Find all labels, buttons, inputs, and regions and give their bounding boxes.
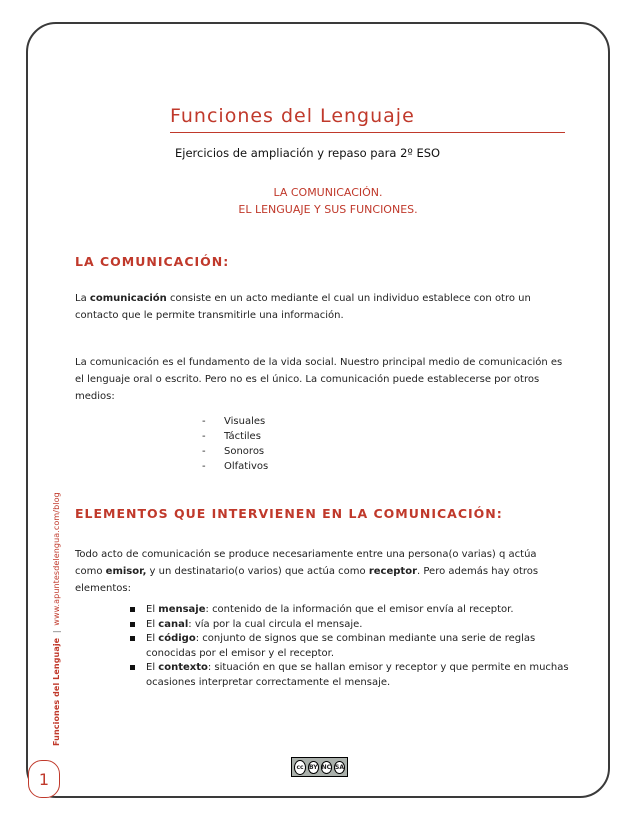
- square-bullet-icon: [130, 622, 135, 627]
- list-item: [202, 429, 268, 444]
- by-icon: BY: [308, 761, 319, 774]
- term-description: : conjunto de signos que se combinan mediante una serie de reglas conocidas por el emisor y el receptor.: [146, 633, 536, 659]
- section-title-elementos: ELEMENTOS QUE INTERVIENEN EN LA COMUNICACIÓN:: [75, 506, 503, 521]
- text-fragment: consiste en un acto mediante el cual un individuo establece con otro un contacto que le permite transmitirle una información.: [75, 293, 531, 321]
- sidebar-separator: |: [52, 630, 61, 634]
- term-codigo: código: [158, 633, 196, 644]
- page-title: Funciones del Lenguaje: [170, 105, 415, 127]
- page-subtitle: Ejercicios de ampliación y repaso para 2º ESO: [175, 146, 441, 160]
- sidebar-brand-text: [52, 466, 61, 746]
- term-emisor: emisor,: [105, 566, 147, 577]
- list-item: [202, 444, 268, 459]
- text-fragment: El: [146, 633, 159, 644]
- text-fragment: . Pero además hay otros elementos:: [75, 566, 539, 594]
- list-item: [130, 632, 570, 661]
- list-item: [130, 603, 570, 618]
- term-description: : contenido de la información que el emisor envía al receptor.: [205, 604, 514, 615]
- page-number: 1: [28, 760, 60, 798]
- paragraph-elements-intro: [75, 546, 565, 597]
- text-fragment: El: [146, 618, 159, 630]
- term-receptor: receptor: [368, 566, 418, 577]
- title-divider: [170, 132, 565, 133]
- media-list: [202, 414, 268, 474]
- sidebar-brand: Funciones del Lenguaje: [52, 637, 61, 746]
- term-contexto: contexto: [158, 662, 208, 673]
- dash-marker: -: [202, 446, 206, 457]
- list-item: [202, 414, 268, 429]
- term-canal: canal: [158, 618, 189, 630]
- list-item: [130, 618, 570, 633]
- paragraph-social: La comunicación es el fundamento de la vida social. Nuestro principal medio de comunicación es el lenguaje oral o escrito. Pero no es el único. La comunicación puede establecerse por otros medios:: [75, 357, 563, 402]
- center-heading-1: LA COMUNICACIÓN.: [273, 186, 383, 199]
- square-bullet-icon: [130, 607, 135, 612]
- list-item-label: Sonoros: [224, 446, 265, 457]
- dash-marker: -: [202, 431, 206, 442]
- text-fragment: El: [146, 604, 159, 615]
- term-description: : situación en que se hallan emisor y receptor y que permite en muchas ocasiones interpretar correctamente el mensaje.: [146, 662, 569, 688]
- text-fragment: Todo acto de comunicación se produce necesariamente entre una persona(o varias) q actúa como: [75, 549, 537, 577]
- text-fragment: y un destinatario(o varios) que actúa como: [146, 566, 369, 577]
- dash-marker: -: [202, 416, 206, 427]
- center-heading-2: EL LENGUAJE Y SUS FUNCIONES.: [238, 203, 418, 216]
- sidebar-url[interactable]: www.apuntesdelengua.com/blog: [52, 492, 61, 626]
- list-item-label: Táctiles: [224, 431, 261, 442]
- list-item: [202, 459, 268, 474]
- nc-icon: NC: [321, 761, 332, 774]
- section-title-comunicacion: LA COMUNICACIÓN:: [75, 254, 230, 269]
- sa-icon: SA: [334, 761, 345, 774]
- square-bullet-icon: [130, 665, 135, 670]
- list-item-label: Olfativos: [224, 461, 269, 472]
- dash-marker: -: [202, 461, 206, 472]
- text-fragment: La: [75, 293, 90, 304]
- square-bullet-icon: [130, 636, 135, 641]
- text-fragment: El: [146, 662, 159, 673]
- creative-commons-license-icon[interactable]: [291, 757, 348, 777]
- elements-list: [130, 603, 570, 690]
- paragraph-definition: [75, 290, 565, 324]
- list-item-label: Visuales: [224, 416, 266, 427]
- term-comunicacion: comunicación: [89, 293, 167, 304]
- term-description: : vía por la cual circula el mensaje.: [188, 618, 363, 630]
- term-mensaje: mensaje: [158, 604, 206, 615]
- list-item: [130, 661, 570, 690]
- cc-icon: cc: [294, 760, 306, 775]
